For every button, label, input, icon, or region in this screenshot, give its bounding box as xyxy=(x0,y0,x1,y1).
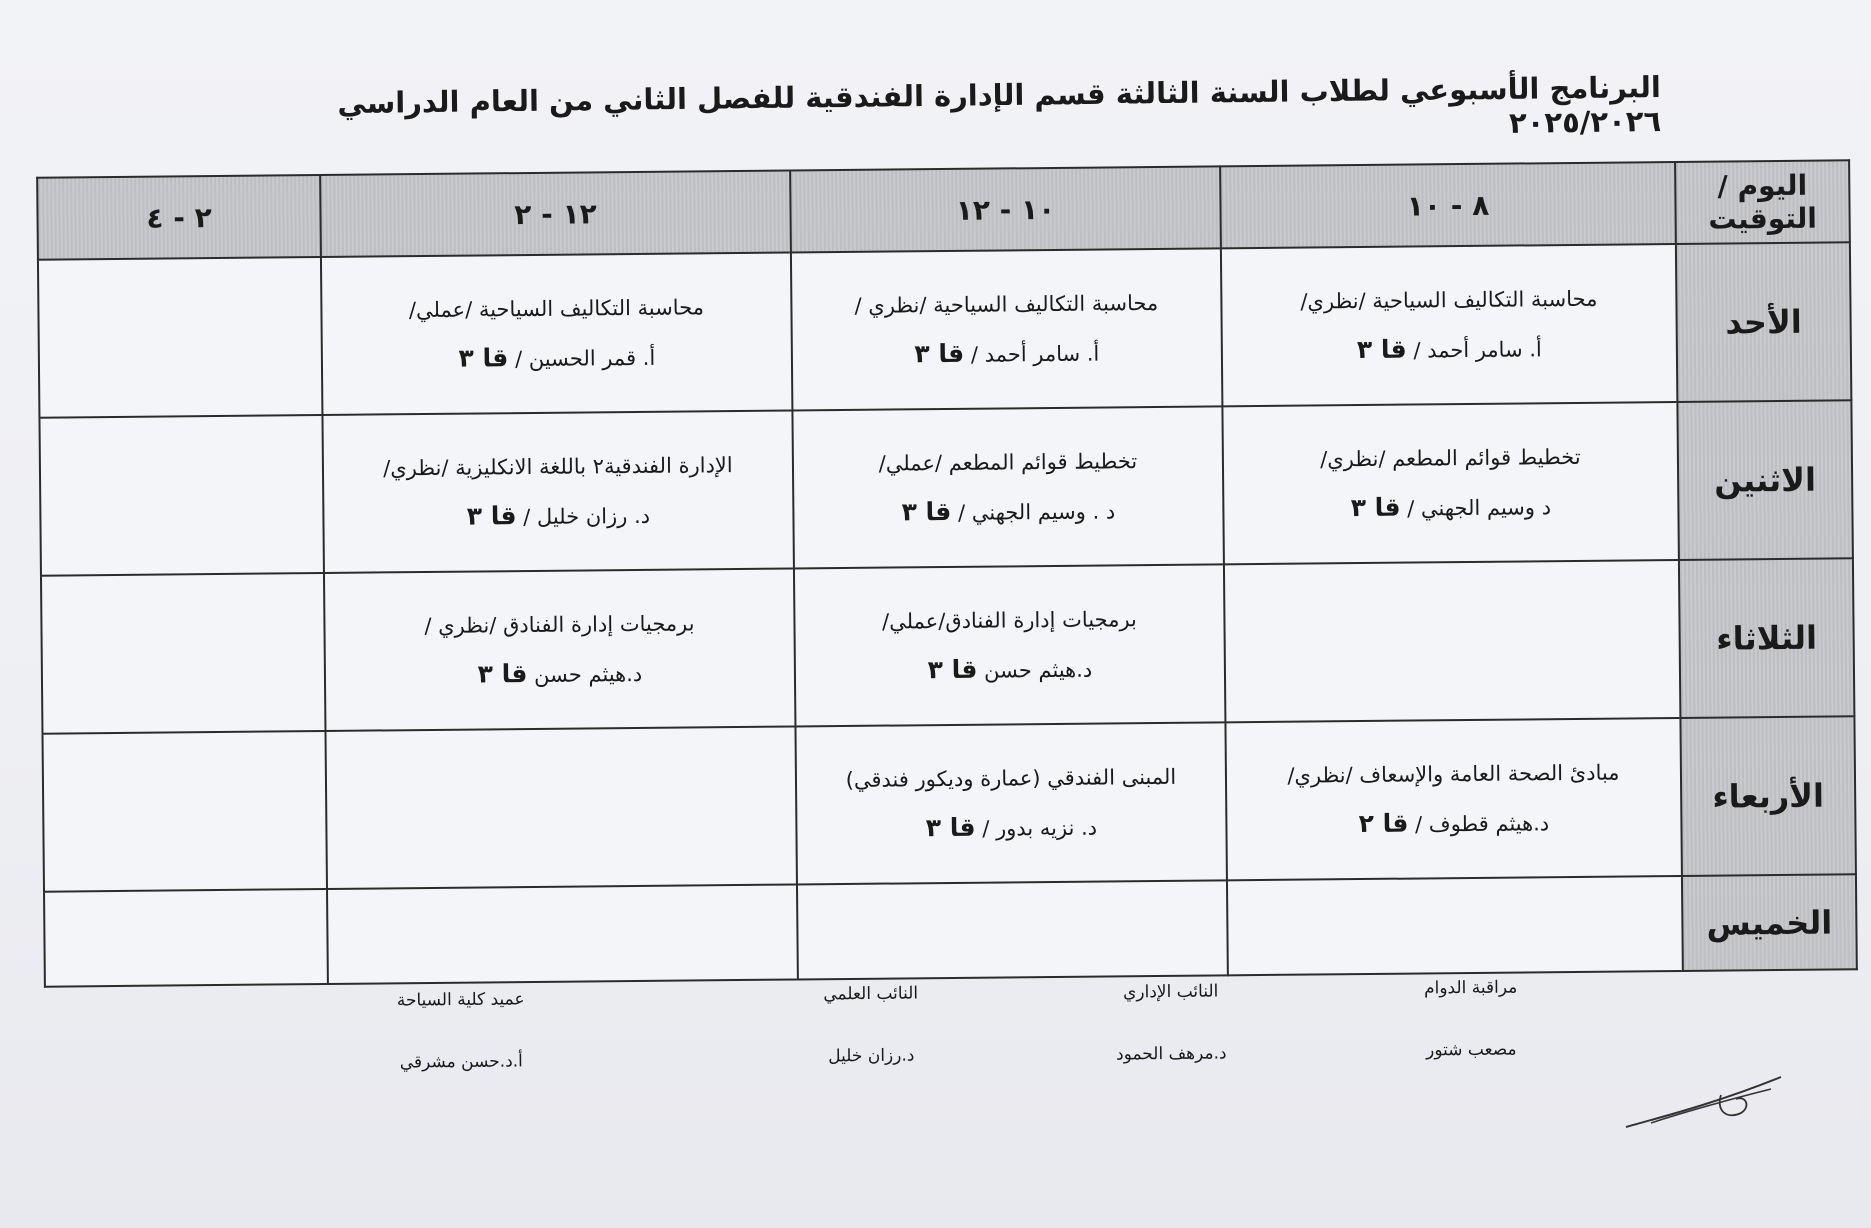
signatory-name: د.مرهف الحمود xyxy=(1115,1043,1227,1065)
instructor-line xyxy=(324,498,792,531)
instructor-name: د.هيثم حسن xyxy=(533,661,643,687)
schedule-cell xyxy=(797,880,1228,979)
signatory-block xyxy=(711,982,1032,1067)
document-title: البرنامج الأسبوعي لطلاب السنة الثالثة قسم الإدارة الفندقية للفصل الثاني من العام الدراسي ٢٠٢٥/٢٠٢٦ xyxy=(337,70,1662,140)
room-label: قا ٣ xyxy=(477,658,528,689)
schedule-cell xyxy=(1227,876,1683,975)
day-label: الاثنين xyxy=(1677,400,1853,560)
instructor-line xyxy=(793,336,1221,369)
instructor-name: أ. سامر أحمد / xyxy=(970,341,1100,367)
instructor-name: د. رزان خليل / xyxy=(523,503,651,529)
schedule-cell xyxy=(1222,402,1678,564)
course-name: محاسبة التكاليف السياحية /نظري / xyxy=(854,290,1159,318)
table-row xyxy=(41,558,1854,733)
time-slot-header: ١٠ - ١٢ xyxy=(790,166,1221,252)
schedule-cell xyxy=(44,889,328,987)
instructor-name: د . وسيم الجهني / xyxy=(957,498,1116,525)
schedule-cell xyxy=(794,564,1225,726)
signatory-block xyxy=(1011,980,1332,1065)
course-name: تخطيط قوائم المطعم /عملي/ xyxy=(878,448,1138,476)
instructor-line xyxy=(1224,489,1677,522)
schedule-body xyxy=(38,242,1857,986)
schedule-cell xyxy=(324,568,795,731)
room-label: قا ٣ xyxy=(925,812,976,842)
instructor-line xyxy=(326,656,794,689)
day-label: الثلاثاء xyxy=(1679,558,1855,718)
course-name: الإدارة الفندقية٢ باللغة الانكليزية /نظري/ xyxy=(383,452,733,480)
schedule-cell xyxy=(39,415,324,576)
course-name: تخطيط قوائم المطعم /نظري/ xyxy=(1320,444,1581,471)
signatory-role: النائب الإداري xyxy=(1122,981,1219,1003)
course-name: مبادئ الصحة العامة والإسعاف /نظري/ xyxy=(1287,760,1620,788)
instructor-name: د. نزيه بدور / xyxy=(982,815,1098,841)
schedule-cell xyxy=(1221,244,1677,406)
instructor-line xyxy=(1227,805,1680,838)
course-name: برمجيات إدارة الفنادق /نظري / xyxy=(424,610,695,638)
day-label: الخميس xyxy=(1682,874,1857,971)
signatory-role: مراقبة الدوام xyxy=(1423,977,1518,999)
signatory-role: النائب العلمي xyxy=(823,983,919,1005)
instructor-line xyxy=(1223,331,1676,364)
schedule-cell xyxy=(791,248,1222,410)
instructor-name: د.هيثم حسن xyxy=(983,657,1093,683)
schedule-cell xyxy=(1225,718,1681,880)
course-name: برمجيات إدارة الفنادق/عملي/ xyxy=(881,606,1137,634)
room-label: قا ٢ xyxy=(1358,808,1409,838)
schedule-cell xyxy=(38,257,323,418)
schedule-cell xyxy=(41,573,326,734)
schedule-cell xyxy=(325,726,796,889)
table-row xyxy=(44,874,1857,986)
instructor-name: أ. سامر أحمد / xyxy=(1413,336,1542,363)
room-label: قا ٣ xyxy=(1356,334,1407,364)
course-name: المبنى الفندقي (عمارة وديكور فندقي) xyxy=(845,764,1177,792)
time-slot-header: ١٢ - ٢ xyxy=(320,170,791,257)
time-slot-header: ٢ - ٤ xyxy=(37,175,321,260)
schedule-cell xyxy=(795,722,1226,884)
signatory-role: عميد كلية السياحة xyxy=(396,989,525,1011)
signatory-name: مصعب شتور xyxy=(1425,1039,1517,1061)
day-label: الأحد xyxy=(1676,242,1852,402)
signatory-name: أ.د.حسن مشرقي xyxy=(399,1051,523,1073)
schedule-cell xyxy=(322,410,793,573)
signatory-block xyxy=(1311,976,1632,1061)
handwritten-signature xyxy=(1621,1065,1791,1135)
table-row xyxy=(42,716,1855,891)
corner-header: اليوم /التوقيت xyxy=(1675,160,1850,244)
schedule-cell xyxy=(321,252,792,415)
schedule-cell xyxy=(327,884,798,984)
instructor-name: د وسيم الجهني / xyxy=(1407,494,1552,521)
room-label: قا ٣ xyxy=(1350,492,1401,522)
instructor-line xyxy=(794,494,1222,527)
room-label: قا ٣ xyxy=(466,500,517,531)
course-name: محاسبة التكاليف السياحية /عملي/ xyxy=(408,294,705,322)
room-label: قا ٣ xyxy=(458,342,509,373)
instructor-name: د.هيثم قطوف / xyxy=(1414,810,1550,837)
instructor-line xyxy=(796,652,1224,685)
schedule-cell xyxy=(1224,560,1680,722)
weekly-schedule-table xyxy=(36,159,1858,987)
instructor-line xyxy=(797,810,1225,843)
course-name: محاسبة التكاليف السياحية /نظري/ xyxy=(1300,286,1598,314)
room-label: قا ٣ xyxy=(914,338,965,368)
signatory-block xyxy=(301,988,622,1073)
table-row xyxy=(39,400,1852,575)
table-row xyxy=(38,242,1851,417)
room-label: قا ٣ xyxy=(901,496,952,526)
schedule-cell xyxy=(792,406,1223,568)
signatory-name: د.رزان خليل xyxy=(828,1045,915,1067)
instructor-name: أ. قمر الحسين / xyxy=(514,345,656,371)
instructor-line xyxy=(323,340,791,373)
day-label: الأربعاء xyxy=(1680,716,1856,876)
schedule-cell xyxy=(42,731,327,892)
time-slot-header: ٨ - ١٠ xyxy=(1220,162,1676,248)
room-label: قا ٣ xyxy=(927,654,978,684)
